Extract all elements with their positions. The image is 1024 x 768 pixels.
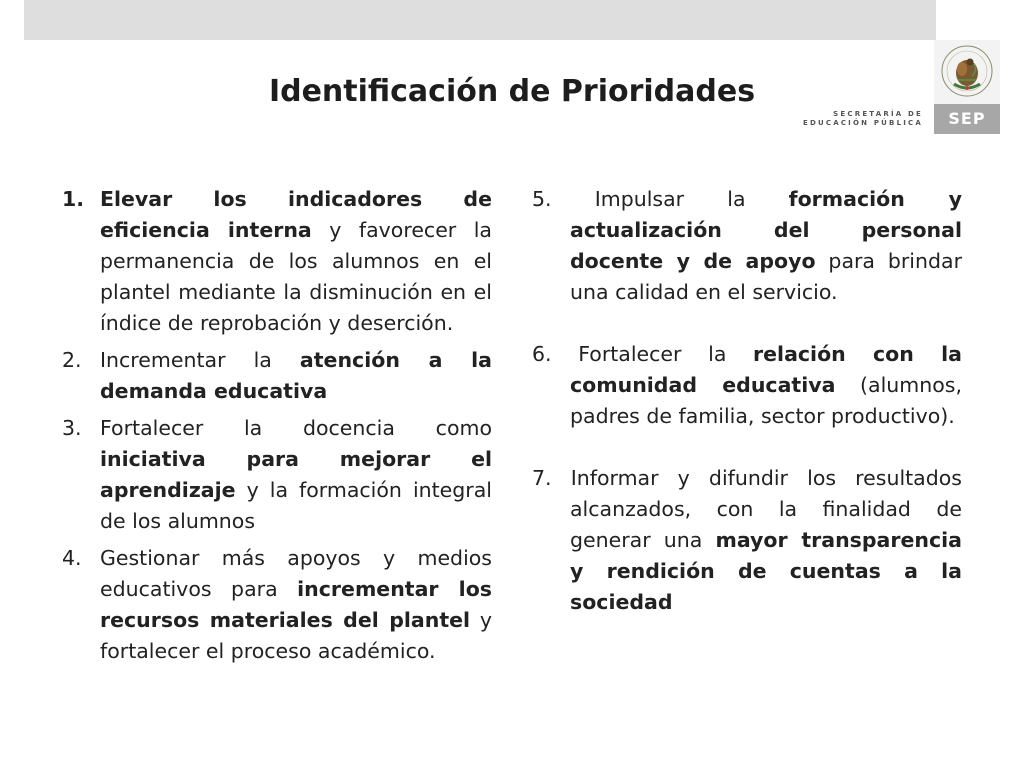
priority-item-3: [62, 413, 492, 537]
priority-text: y la formación integral de los alumnos: [100, 478, 492, 533]
priority-number: 1.: [62, 187, 85, 211]
priority-emphasis: iniciativa para mejorar el aprendizaje: [100, 447, 492, 502]
priority-text: Impulsar la: [594, 187, 789, 211]
priority-number: 3.: [62, 416, 82, 440]
department-line-1: SECRETARÍA DE: [833, 110, 923, 118]
priority-number: 2.: [62, 348, 82, 372]
priority-item-5: [532, 184, 962, 308]
priority-text: (alumnos, padres de familia, sector productivo).: [570, 373, 962, 428]
priority-emphasis: formación y actualización del personal docente y de apoyo: [570, 187, 962, 273]
priority-number: 7.: [532, 466, 552, 490]
priority-item-7: [532, 463, 962, 618]
slide-title: Identificación de Prioridades: [268, 74, 756, 109]
department-name: [803, 110, 923, 128]
priority-text: y fortalecer el proceso académico.: [100, 608, 493, 663]
priority-item-6: [532, 339, 962, 432]
priority-emphasis: incrementar los recursos materiales del plantel: [100, 577, 492, 632]
top-band: [24, 0, 936, 40]
priority-emphasis: relación con la comunidad educativa: [570, 342, 962, 397]
priority-text: Fortalecer la docencia como: [100, 416, 492, 440]
priority-item-4: [62, 543, 492, 667]
right-priorities-list: [532, 184, 962, 618]
priority-item-1: [62, 184, 492, 339]
priority-number: 4.: [62, 546, 82, 570]
priority-text: para brindar una calidad en el servicio.: [570, 249, 962, 304]
priority-emphasis: mayor transparencia y rendición de cuentas a la sociedad: [570, 528, 962, 614]
department-line-2: EDUCACIÓN PÚBLICA: [803, 119, 923, 127]
priority-text: Fortalecer la: [578, 342, 754, 366]
left-priorities-list: [62, 184, 492, 667]
priority-text: Informar y difundir los resultados alcanzados, con la finalidad de generar una: [570, 466, 962, 552]
priority-item-2: [62, 345, 492, 407]
priority-emphasis: Elevar los indicadores de eficiencia interna: [100, 187, 492, 242]
priority-number: 6.: [532, 342, 552, 366]
priority-emphasis: atención a la demanda educativa: [100, 348, 492, 403]
priority-text: Gestionar más apoyos y medios educativos para: [100, 546, 492, 601]
sep-badge: SEP: [934, 104, 1000, 134]
priority-text: y favorecer la permanencia de los alumnos en el plantel mediante la disminución en el índice de reprobación y deserción.: [100, 218, 492, 335]
priority-text: Incrementar la: [100, 348, 300, 372]
priority-number: 5.: [532, 187, 552, 211]
